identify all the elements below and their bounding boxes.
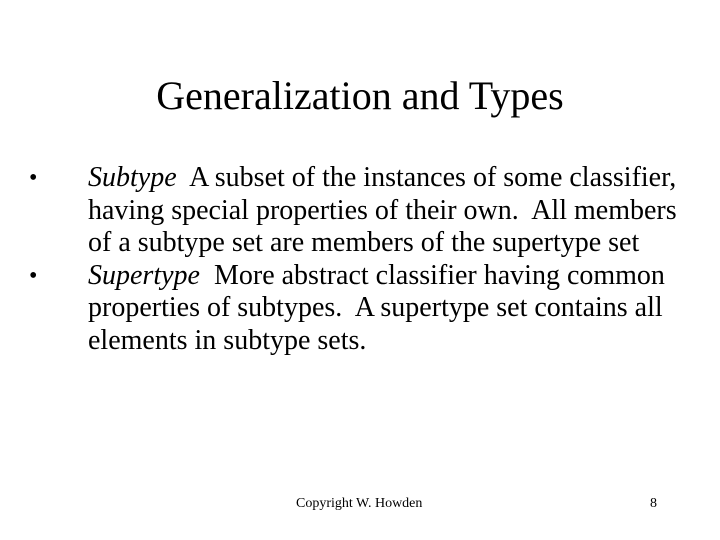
bullet-term: Supertype [88,259,200,291]
bullet-icon: • [29,165,38,191]
footer-copyright: Copyright W. Howden [296,496,423,511]
slide-title: Generalization and Types [156,73,564,118]
bullet-text: A subset of the instances of some classifier, having special properties of their own. All members of a subtype set are members of the supertype set [88,162,684,258]
bullet-term: Subtype [88,162,177,193]
bullet-icon: • [29,262,38,289]
bullet-item-supertype [29,260,689,358]
bullet-list [29,162,689,357]
bullet-text: More abstract classifier having common properties of subtypes. A supertype set contains all elements in subtype sets. [88,259,672,356]
bullet-item-subtype [29,162,689,260]
page-number: 8 [650,496,657,511]
